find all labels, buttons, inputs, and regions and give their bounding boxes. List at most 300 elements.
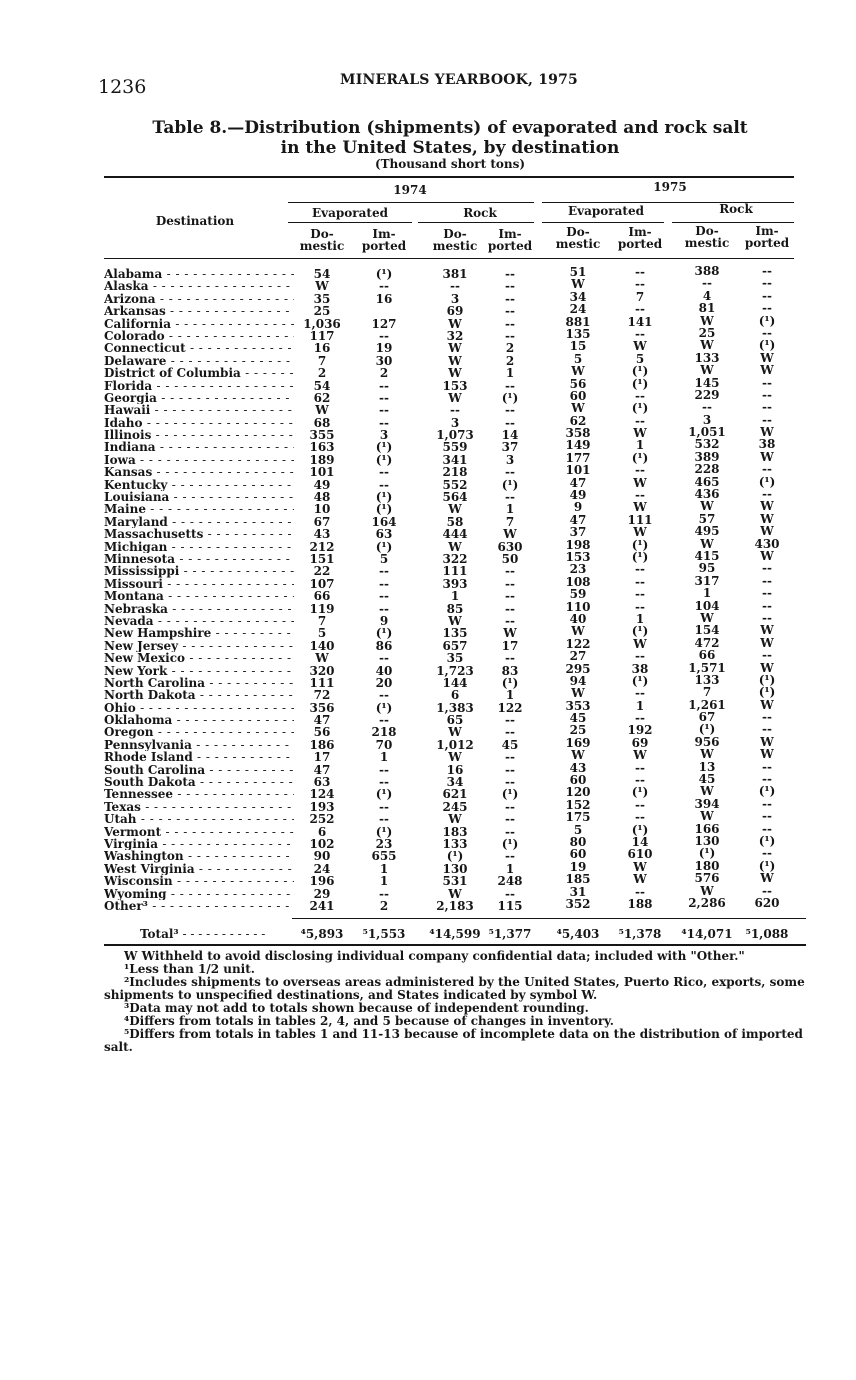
row-cell: 35	[313, 291, 331, 306]
row-cell: 151	[309, 551, 335, 566]
row-cell: 110	[565, 599, 591, 614]
total-cell: ⁵1,088	[745, 927, 789, 941]
row-cell: --	[635, 562, 645, 577]
row-cell: 5	[635, 351, 645, 366]
row-cell: 228	[694, 462, 720, 477]
row-destination: Ohio - - -	[104, 702, 294, 714]
row-cell: --	[762, 412, 772, 427]
row-cell: 40	[569, 611, 587, 626]
row-cell: 2	[505, 353, 515, 368]
row-cell: 63	[313, 775, 331, 790]
row-cell: --	[762, 301, 772, 316]
row-cell: 45	[698, 772, 716, 787]
row-cell: --	[635, 302, 645, 317]
row-cell: 140	[309, 638, 335, 653]
row-cell: 153	[565, 549, 591, 564]
row-cell: 49	[569, 488, 587, 503]
row-cell: --	[762, 400, 772, 415]
row-cell: --	[505, 725, 515, 740]
row-cell: 130	[442, 861, 468, 876]
row-cell: 119	[309, 601, 335, 616]
row-cell: --	[762, 722, 772, 737]
row-cell: W	[700, 784, 714, 799]
row-cell: W	[633, 525, 647, 540]
row-cell: (¹)	[501, 675, 519, 690]
footnote: ¹Less than 1/2 unit.	[124, 962, 255, 976]
row-cell: 1	[505, 861, 515, 876]
row-destination: Michigan - - -	[104, 541, 294, 553]
row-cell: W	[700, 313, 714, 328]
row-destination: Kentucky - - -	[104, 479, 294, 491]
row-cell: 229	[694, 387, 720, 402]
row-cell: 37	[501, 440, 519, 455]
row-cell: --	[379, 799, 389, 814]
row-cell: (¹)	[375, 267, 393, 281]
row-cell: 152	[565, 797, 591, 812]
row-cell: --	[379, 279, 389, 294]
row-cell: 956	[694, 734, 720, 749]
row-cell: 196	[309, 874, 335, 889]
row-cell: --	[762, 809, 772, 824]
row-cell: (¹)	[501, 787, 519, 802]
total-row	[104, 927, 804, 941]
row-cell: 144	[442, 675, 468, 690]
footnotes	[104, 950, 809, 1054]
row-destination: Florida - - -	[104, 380, 294, 392]
row-cell: 559	[442, 440, 468, 455]
row-cell: 218	[442, 465, 468, 480]
row-destination: New York - - -	[104, 665, 294, 677]
row-cell: --	[762, 264, 772, 278]
row-cell: 531	[442, 874, 468, 889]
row-cell: 16	[313, 341, 331, 356]
row-cell: --	[762, 598, 772, 613]
row-cell: (¹)	[375, 502, 393, 517]
row-cell: 80	[569, 834, 587, 849]
row-cell: 107	[309, 576, 335, 591]
row-cell: (¹)	[501, 836, 519, 851]
row-cell: 1,051	[688, 425, 726, 440]
row-cell: 166	[694, 821, 720, 836]
row-destination: Arkansas - - -	[104, 305, 294, 317]
row-cell: 58	[446, 514, 464, 529]
row-cell: 135	[442, 626, 468, 641]
row-cell: 14	[501, 428, 519, 443]
row-cell: --	[635, 773, 645, 788]
group-header-rock-1974: Rock	[463, 206, 497, 220]
row-destination: Oklahoma - - -	[104, 714, 294, 726]
footnote: ²Includes shipments to overseas areas administered by the United States, Puerto Rico, exports, some shipments to unspecified destinations, and States indicated by symbol W.	[104, 975, 805, 1002]
group-rule-3	[542, 222, 664, 223]
row-destination: Washington - - -	[104, 850, 294, 862]
group-rule-2	[418, 222, 534, 223]
total-cell: ⁵1,378	[618, 927, 662, 941]
row-cell: --	[505, 589, 515, 604]
row-cell: --	[762, 796, 772, 811]
row-destination: Hawaii - - -	[104, 404, 294, 416]
row-cell: 552	[442, 477, 468, 492]
row-cell: 7	[317, 353, 327, 368]
row-cell: 145	[694, 375, 720, 390]
row-cell: W	[760, 623, 774, 638]
row-cell: 29	[313, 886, 331, 901]
row-cell: (¹)	[758, 474, 776, 489]
row-cell: 655	[371, 849, 397, 864]
row-cell: 16	[446, 762, 464, 777]
row-destination: Iowa - - -	[104, 454, 294, 466]
row-cell: --	[635, 574, 645, 589]
row-cell: (¹)	[501, 477, 519, 492]
row-destination: Missouri - - -	[104, 578, 294, 590]
row-cell: 295	[565, 661, 591, 676]
row-cell: 3	[450, 291, 460, 306]
year-rule-1974	[288, 202, 534, 203]
row-cell: 881	[565, 314, 591, 329]
row-cell: 19	[569, 859, 587, 874]
row-cell: --	[505, 824, 515, 839]
row-cell: 1,261	[688, 697, 726, 712]
row-cell: W	[448, 812, 462, 827]
row-cell: --	[762, 288, 772, 303]
row-cell: W	[448, 502, 462, 517]
row-cell: (¹)	[758, 338, 776, 353]
row-cell: 1	[379, 874, 389, 889]
row-cell: 60	[569, 847, 587, 862]
row-cell: 1,073	[436, 428, 474, 443]
row-destination: Nevada - - -	[104, 615, 294, 627]
row-cell: --	[505, 490, 515, 505]
row-cell: (¹)	[698, 846, 716, 861]
row-cell: --	[379, 651, 389, 666]
bottom-rule	[104, 944, 806, 946]
row-cell: --	[635, 277, 645, 292]
row-cell: 436	[694, 487, 720, 502]
row-destination: New Mexico - - -	[104, 652, 294, 664]
row-cell: --	[635, 797, 645, 812]
row-cell: 81	[698, 301, 716, 316]
row-cell: W	[760, 524, 774, 539]
row-cell: 49	[313, 477, 331, 492]
row-cell: --	[702, 276, 712, 291]
row-cell: W	[760, 425, 774, 440]
row-cell: 7	[702, 685, 712, 700]
total-cell: ⁴5,893	[300, 927, 344, 941]
row-cell: --	[505, 304, 515, 319]
row-cell: (¹)	[758, 313, 776, 328]
row-destination: North Carolina - - -	[104, 677, 294, 689]
row-cell: 47	[569, 475, 587, 490]
row-destination: Utah - - -	[104, 813, 294, 825]
footnote: W Withheld to avoid disclosing individual company confidential data; included with "Other."	[124, 949, 745, 963]
row-cell: 189	[309, 452, 335, 467]
row-cell: W	[760, 511, 774, 526]
row-cell: 163	[309, 440, 335, 455]
row-cell: 104	[694, 598, 720, 613]
subcol-header-4-line2: ported	[487, 239, 533, 253]
year-1975-header: 1975	[653, 180, 687, 194]
row-cell: 621	[442, 787, 468, 802]
row-cell: --	[505, 465, 515, 480]
row-cell: 34	[569, 289, 587, 304]
row-cell: --	[762, 821, 772, 836]
row-cell: --	[635, 326, 645, 341]
row-cell: W	[700, 338, 714, 353]
row-cell: 381	[442, 267, 468, 281]
row-cell: 252	[309, 812, 335, 827]
row-cell: 16	[375, 291, 393, 306]
row-cell: 111	[442, 564, 468, 579]
row-cell: 59	[569, 587, 587, 602]
row-cell: 122	[497, 700, 523, 715]
subcol-header-5-line2: mestic	[555, 237, 601, 251]
row-cell: 1,036	[303, 316, 341, 331]
row-cell: --	[505, 651, 515, 666]
row-cell: W	[633, 748, 647, 763]
row-cell: --	[379, 477, 389, 492]
row-cell: (¹)	[758, 672, 776, 687]
row-cell: W	[633, 859, 647, 874]
row-cell: (¹)	[375, 700, 393, 715]
subcol-header-7-line2: mestic	[684, 236, 730, 250]
row-destination: Vermont - - -	[104, 826, 294, 838]
row-cell: W	[633, 475, 647, 490]
row-cell: --	[379, 886, 389, 901]
row-destination: Montana - - -	[104, 590, 294, 602]
row-cell: W	[448, 725, 462, 740]
row-cell: W	[700, 809, 714, 824]
row-cell: 472	[694, 635, 720, 650]
row-cell: 620	[754, 895, 780, 910]
row-cell: --	[505, 849, 515, 864]
row-cell: W	[633, 500, 647, 515]
row-cell: 86	[375, 638, 393, 653]
row-destination: South Dakota - - -	[104, 776, 294, 788]
row-cell: --	[635, 463, 645, 478]
row-cell: --	[635, 711, 645, 726]
row-cell: 38	[631, 661, 649, 676]
row-cell: 4	[702, 288, 712, 303]
row-destination: Virginia - - -	[104, 838, 294, 850]
row-cell: --	[505, 812, 515, 827]
row-cell: --	[505, 601, 515, 616]
table-title: Table 8.—Distribution (shipments) of evaporated and rock salt	[152, 118, 748, 138]
row-cell: --	[379, 403, 389, 418]
row-cell: --	[505, 613, 515, 628]
row-cell: 1	[635, 698, 645, 713]
row-cell: 35	[446, 651, 464, 666]
row-destination: North Dakota - - -	[104, 689, 294, 701]
row-cell: 149	[565, 438, 591, 453]
footnote: ⁴Differs from totals in tables 2, 4, and 5 because of changes in inventory.	[124, 1014, 614, 1028]
group-header-evaporated-1974: Evaporated	[312, 206, 388, 220]
row-destination: Minnesota - - -	[104, 553, 294, 565]
row-cell: 6	[317, 824, 327, 839]
row-cell: 101	[565, 463, 591, 478]
row-cell: --	[635, 413, 645, 428]
row-cell: 532	[694, 437, 720, 452]
row-cell: 245	[442, 799, 468, 814]
row-cell: 430	[754, 536, 780, 551]
footnote: ⁵Differs from totals in tables 1 and 11-13 because of incomplete data on the distribution of imported salt.	[104, 1027, 803, 1054]
row-cell: 3	[450, 415, 460, 430]
row-cell: --	[379, 465, 389, 480]
row-cell: --	[379, 812, 389, 827]
row-cell: W	[448, 353, 462, 368]
row-cell: W	[448, 390, 462, 405]
row-cell: (¹)	[375, 440, 393, 455]
row-cell: 564	[442, 490, 468, 505]
row-cell: 20	[375, 675, 393, 690]
row-cell: --	[762, 462, 772, 477]
total-cell: ⁴14,599	[429, 927, 481, 941]
row-cell: 22	[313, 564, 331, 579]
row-destination: Delaware - - -	[104, 355, 294, 367]
row-cell: --	[379, 762, 389, 777]
row-cell: 495	[694, 524, 720, 539]
row-cell: 5	[317, 626, 327, 641]
row-cell: 95	[698, 561, 716, 576]
row-cell: 193	[309, 799, 335, 814]
row-cell: W	[633, 426, 647, 441]
subcol-header-7-line1: Do-	[695, 224, 719, 238]
total-rule	[292, 918, 806, 919]
row-cell: (¹)	[758, 784, 776, 799]
row-cell: 85	[446, 601, 464, 616]
row-destination: Illinois - - -	[104, 429, 294, 441]
table-row	[104, 895, 804, 913]
row-cell: 17	[501, 638, 519, 653]
row-cell: --	[635, 760, 645, 775]
row-destination: Idaho - - -	[104, 417, 294, 429]
row-cell: (¹)	[631, 450, 649, 465]
row-cell: (¹)	[375, 539, 393, 554]
row-cell: --	[505, 403, 515, 418]
row-cell: (¹)	[631, 822, 649, 837]
row-cell: --	[379, 713, 389, 728]
row-cell: 175	[565, 810, 591, 825]
subcol-header-4-line1: Im-	[498, 227, 522, 241]
row-cell: --	[379, 775, 389, 790]
subcol-header-6-line1: Im-	[628, 225, 652, 239]
row-cell: --	[762, 325, 772, 340]
row-cell: (¹)	[631, 785, 649, 800]
row-cell: W	[760, 697, 774, 712]
top-rule	[104, 176, 794, 178]
row-cell: 133	[694, 672, 720, 687]
row-cell: 1	[635, 611, 645, 626]
row-cell: W	[700, 363, 714, 378]
row-cell: 67	[698, 710, 716, 725]
row-cell: W	[700, 610, 714, 625]
row-cell: 212	[309, 539, 335, 554]
row-cell: 1,012	[436, 737, 474, 752]
row-cell: 353	[565, 698, 591, 713]
row-cell: 9	[573, 500, 583, 515]
row-destination: Texas - - -	[104, 801, 294, 813]
row-cell: --	[505, 799, 515, 814]
row-cell: (¹)	[631, 364, 649, 379]
row-cell: --	[505, 576, 515, 591]
subcol-header-1-line2: mestic	[299, 239, 345, 253]
row-cell: 70	[375, 737, 393, 752]
row-cell: (¹)	[375, 787, 393, 802]
row-cell: 415	[694, 548, 720, 563]
row-cell: 3	[505, 452, 515, 467]
row-cell: W	[315, 279, 329, 294]
row-cell: 183	[442, 824, 468, 839]
row-cell: W	[760, 747, 774, 762]
row-cell: --	[450, 403, 460, 418]
row-cell: (¹)	[375, 452, 393, 467]
row-cell: --	[505, 316, 515, 331]
row-cell: (¹)	[375, 626, 393, 641]
row-cell: 30	[375, 353, 393, 368]
row-cell: 2,183	[436, 898, 474, 913]
row-cell: --	[762, 710, 772, 725]
row-cell: 40	[375, 663, 393, 678]
row-destination: Pennsylvania - - -	[104, 739, 294, 751]
row-cell: (¹)	[631, 376, 649, 391]
row-cell: --	[762, 648, 772, 663]
row-cell: 9	[379, 613, 389, 628]
row-cell: W	[760, 350, 774, 365]
table-title-line2: in the United States, by destination	[280, 138, 620, 158]
row-cell: 153	[442, 378, 468, 393]
row-cell: --	[505, 775, 515, 790]
total-cell: ⁴5,403	[556, 927, 600, 941]
row-cell: 37	[569, 525, 587, 540]
row-cell: 120	[565, 785, 591, 800]
row-cell: 1	[450, 589, 460, 604]
row-cell: 19	[375, 341, 393, 356]
row-cell: 3	[379, 428, 389, 443]
row-destination: Kansas - - -	[104, 466, 294, 478]
subcol-header-2-line2: ported	[361, 239, 407, 253]
row-cell: --	[635, 810, 645, 825]
row-cell: 23	[569, 562, 587, 577]
row-cell: W	[760, 871, 774, 886]
year-1974-header: 1974	[393, 183, 427, 197]
row-cell: W	[571, 624, 585, 639]
row-destination: Wisconsin - - -	[104, 875, 294, 887]
row-cell: 133	[442, 836, 468, 851]
table-body	[104, 264, 804, 913]
row-destination: Alabama - - -	[104, 268, 294, 280]
row-cell: 1	[505, 688, 515, 703]
row-cell: W	[760, 499, 774, 514]
row-cell: 67	[313, 514, 331, 529]
row-cell: 10	[313, 502, 331, 517]
row-cell: --	[762, 883, 772, 898]
row-cell: 198	[565, 537, 591, 552]
row-cell: W	[448, 613, 462, 628]
row-cell: --	[379, 601, 389, 616]
row-cell: 108	[565, 574, 591, 589]
row-cell: 56	[313, 725, 331, 740]
row-cell: 60	[569, 388, 587, 403]
row-cell: W	[503, 626, 517, 641]
row-destination: Arizona - - -	[104, 293, 294, 305]
row-cell: --	[505, 713, 515, 728]
row-cell: W	[700, 499, 714, 514]
row-cell: W	[448, 316, 462, 331]
row-cell: --	[762, 276, 772, 291]
row-cell: W	[571, 748, 585, 763]
row-cell: 6	[450, 688, 460, 703]
row-cell: 57	[698, 511, 716, 526]
row-cell: W	[448, 539, 462, 554]
running-head: MINERALS YEARBOOK, 1975	[340, 72, 578, 88]
